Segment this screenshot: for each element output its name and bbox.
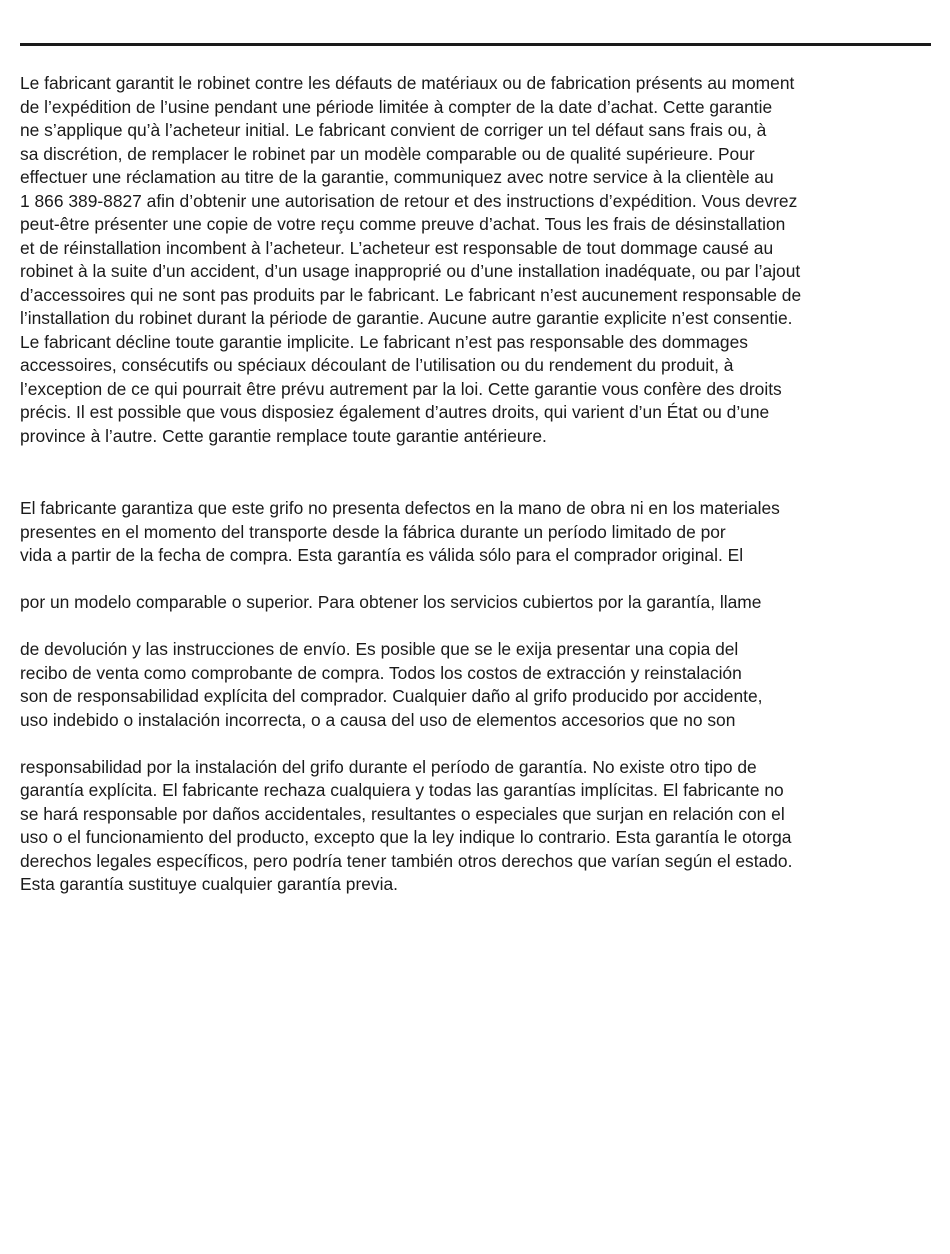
- text-line: uso indebido o instalación incorrecta, o a causa del uso de elementos accesorios que no son: [20, 709, 736, 730]
- text-line: sa discrétion, de remplacer le robinet par un modèle comparable ou de qualité supérieure. Pour: [20, 143, 755, 164]
- text-line: son de responsabilidad explícita del comprador. Cualquier daño al grifo producido por accidente,: [20, 686, 763, 706]
- warranty-paragraph-french: [20, 72, 935, 448]
- text-line: 1 866 389-8827 afin d’obtenir une autorisation de retour et des instructions d’expédition. Vous devrez: [20, 190, 798, 211]
- text-line: Esta garantía sustituye cualquier garantía previa.: [20, 874, 398, 894]
- text-line: Le fabricant décline toute garantie implicite. Le fabricant n’est pas responsable des dommages: [20, 331, 748, 352]
- text-line: garantía explícita. El fabricante rechaza cualquiera y todas las garantías implícitas. El fabricante no: [20, 780, 784, 800]
- text-line: et de réinstallation incombent à l’acheteur. L’acheteur est responsable de tout dommage causé au: [20, 237, 774, 258]
- text-line: derechos legales específicos, pero podría tener también otros derechos que varían según el estado.: [20, 850, 793, 871]
- text-line: [20, 732, 935, 756]
- text-line: l’installation du robinet durant la période de garantie. Aucune autre garantie explicite n’est consentie.: [20, 308, 793, 328]
- text-line: ne s’applique qu’à l’acheteur initial. Le fabricant convient de corriger un tel défaut sans frais ou, à: [20, 120, 767, 140]
- text-line: presentes en el momento del transporte desde la fábrica durante un período limitado de por: [20, 521, 726, 542]
- text-line: recibo de venta como comprobante de compra. Todos los costos de extracción y reinstalación: [20, 662, 742, 683]
- text-line: [20, 615, 935, 639]
- text-line: l’exception de ce qui pourrait être prévu autrement par la loi. Cette garantie vous confère des droits: [20, 378, 782, 399]
- text-line: responsabilidad por la instalación del grifo durante el período de garantía. No existe otro tipo de: [20, 756, 757, 777]
- text-line: vida a partir de la fecha de compra. Esta garantía es válida sólo para el comprador original. El: [20, 545, 744, 565]
- text-line: robinet à la suite d’un accident, d’un usage inapproprié ou d’une installation inadéquate, ou par l’ajout: [20, 261, 801, 281]
- text-line: de devolución y las instrucciones de envío. Es posible que se le exija presentar una copia del: [20, 639, 739, 659]
- text-line: de l’expédition de l’usine pendant une période limitée à compter de la date d’achat. Cette garantie: [20, 96, 773, 117]
- text-line: effectuer une réclamation au titre de la garantie, communiquez avec notre service à la clientèle au: [20, 167, 774, 187]
- text-line: accessoires, consécutifs ou spéciaux découlant de l’utilisation ou du rendement du produit, à: [20, 355, 734, 375]
- text-line: El fabricante garantiza que este grifo no presenta defectos en la mano de obra ni en los materiales: [20, 498, 780, 518]
- text-line: province à l’autre. Cette garantie remplace toute garantie antérieure.: [20, 425, 547, 446]
- text-line: por un modelo comparable o superior. Para obtener los servicios cubiertos por la garantía, llame: [20, 592, 762, 612]
- text-line: d’accessoires qui ne sont pas produits par le fabricant. Le fabricant n’est aucunement responsable de: [20, 284, 802, 305]
- text-line: précis. Il est possible que vous disposiez également d’autres droits, qui varient d’un État ou d’une: [20, 402, 770, 422]
- text-line: uso o el funcionamiento del producto, excepto que la ley indique lo contrario. Esta garantía le otorga: [20, 827, 792, 847]
- text-line: [20, 568, 935, 592]
- text-line: peut-être présenter une copie de votre reçu comme preuve d’achat. Tous les frais de désinstallation: [20, 214, 786, 234]
- warranty-paragraph-spanish: [20, 497, 935, 897]
- text-line: se hará responsable por daños accidentales, resultantes o especiales que surjan en relación con el: [20, 803, 785, 824]
- top-rule: [20, 43, 931, 46]
- text-line: Le fabricant garantit le robinet contre les défauts de matériaux ou de fabrication présents au moment: [20, 73, 795, 93]
